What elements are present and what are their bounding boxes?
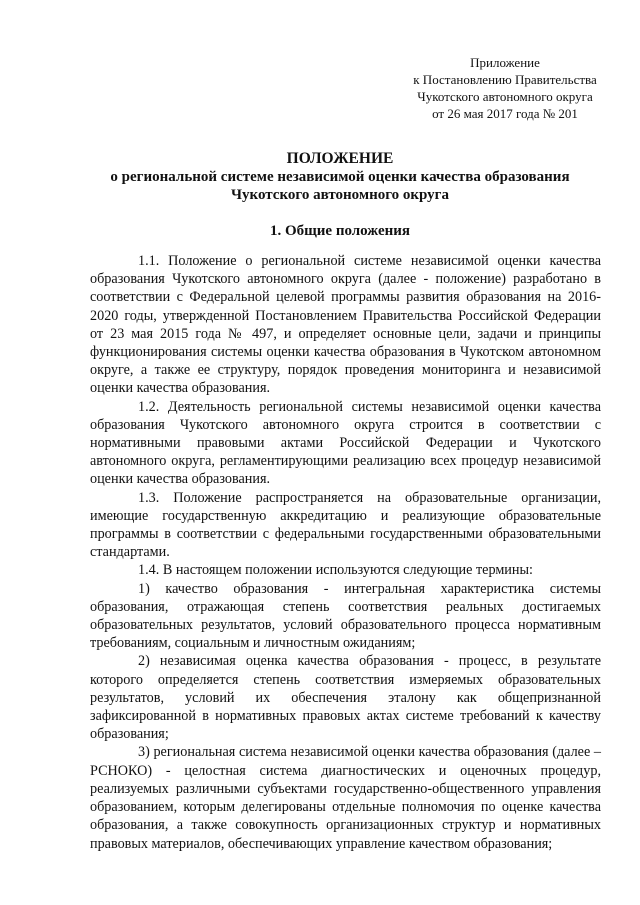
paragraph: 1) качество образования - интегральная характеристика системы образования, отражающая степень соответствия реальных достигаемых образовательных результатов, условий образовательного процесса нормативным требованиям, социальным и личностным ожиданиям;	[90, 580, 601, 652]
title-subtitle: о региональной системе независимой оценки качества образования	[110, 169, 570, 185]
title-heading: ПОЛОЖЕНИЕ	[286, 150, 394, 167]
paragraph: 1.3. Положение распространяется на образовательные организации, имеющие государственную аккредитацию и реализующие образовательные программы в соответствии с федеральными государственными образовательными стандартами.	[90, 489, 601, 561]
section-title: 1. Общие положения	[269, 223, 411, 239]
document-title	[90, 150, 590, 204]
appendix-block	[400, 54, 610, 122]
body-text	[90, 252, 601, 853]
appendix-line: Чукотского автономного округа	[417, 89, 593, 104]
appendix-line: Приложение	[470, 55, 540, 70]
paragraph: 1.1. Положение о региональной системе независимой оценки качества образования Чукотского автономного округа (далее - положение) разработано в соответствии с Федеральной целевой программы развития образования на 2016-2020 годы, утвержденной Постановлением Правительства Российской Федерации от 23 мая 2015 года № 497, и определяет основные цели, задачи и принципы функционирования системы оценки качества образования в Чукотском автономном округе, а также ее структуру, порядок проведения мониторинга и независимой оценки качества образования.	[90, 253, 601, 397]
paragraph: 1.4. В настоящем положении используются следующие термины:	[138, 562, 533, 579]
paragraph: 2) независимая оценка качества образования - процесс, в результате которого определяется степень соответствия измеряемых образовательных результатов, условий их обеспечения эталону как общепризнанной зафиксированной в нормативных правовых актах системе требований к качеству образования;	[90, 653, 601, 743]
appendix-line: к Постановлению Правительства	[413, 72, 597, 87]
paragraph: 1.2. Деятельность региональной системы независимой оценки качества образования Чукотского автономного округа строится в соответствии с нормативными правовыми актами Российской Федерации и Чукотского автономного округа, регламентирующими реализацию всех процедур независимой оценки качества образования.	[90, 398, 601, 488]
appendix-line: от 26 мая 2017 года № 201	[432, 106, 578, 121]
paragraph: 3) региональная система независимой оценки качества образования (далее – РСНОКО) - целостная система диагностических и оценочных процедур, реализуемых различными субъектами государственно-общественного управления образованием, которым делегированы отдельные полномочия по оценке качества образования, а также совокупность организационных структур и нормативных правовых материалов, обеспечивающих управление качеством образования;	[90, 744, 601, 852]
title-subtitle: Чукотского автономного округа	[231, 187, 449, 203]
